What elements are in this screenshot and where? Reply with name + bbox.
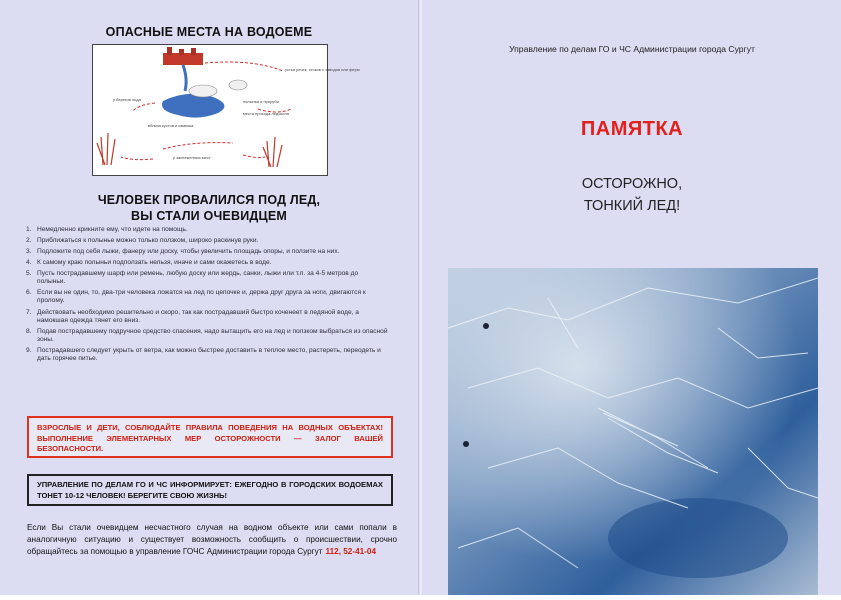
step-item: 2. Приближаться к полынье можно только ползком, широко раскинув руки. xyxy=(26,237,259,245)
label-shore-ice: у берегов льда xyxy=(113,97,141,102)
memo-title: ПАМЯТКА xyxy=(580,118,684,140)
diagram-illustration xyxy=(93,45,360,173)
fell-title-line1: ЧЕЛОВЕК ПРОВАЛИЛСЯ ПОД ЛЕД, xyxy=(97,193,321,207)
fell-under-ice-title xyxy=(0,192,418,224)
agency-name: Управление по делам ГО и ЧС Администрации города Сургут xyxy=(509,44,755,54)
step-item: 4. К самому краю полыньи подползать нельзя, иначе и сами окажетесь в воде. xyxy=(26,259,272,267)
fell-title-line2: ВЫ СТАЛИ ОЧЕВИДЦЕМ xyxy=(131,209,287,223)
caution-heading xyxy=(423,173,841,217)
step-item: 1. Немедленно крикните ему, что идете на помощь. xyxy=(26,226,188,233)
thin-ice-photo xyxy=(448,268,818,595)
label-drain: устья речек, стоков с заводов или ферм xyxy=(285,67,360,72)
dangerous-places-diagram xyxy=(92,44,360,176)
label-reeds: вблизи кустов и камыша xyxy=(148,123,194,128)
caution-line2: ТОНКИЙ ЛЕД! xyxy=(583,198,681,214)
step-item: 3. Подложите под себя лыжи, фанеру или доску, чтобы увеличить площадь опоры, и ползите на них. xyxy=(26,248,340,256)
step-item: 5. Пусть пострадавшему шарф или ремень, любую доску или жердь, санки, лыжи или т.п. за 4-5 метров до полыньи. xyxy=(26,270,359,286)
left-page xyxy=(0,0,418,595)
contact-note-text: Если Вы стали очевидцем несчастного случая на водном объекте или сами попали в аналогичную ситуацию и существует возможность сообщить о происшествии, срочно обращайтесь за помощью в управление ГОЧС Администрации города Сургут xyxy=(27,523,397,557)
drowning-stats-box: УПРАВЛЕНИЕ ПО ДЕЛАМ ГО И ЧС ИНФОРМИРУЕТ: ЕЖЕГОДНО В ГОРОДСКИХ ВОДОЕМАХ ТОНЕТ 10-12 ЧЕЛОВЕК! БЕРЕГИТЕ СВОЮ ЖИЗНЬ! xyxy=(27,474,393,506)
contact-note xyxy=(27,522,397,559)
caution-line1: ОСТОРОЖНО, xyxy=(581,176,683,192)
label-snow: у заснеженных мест xyxy=(173,155,211,160)
step-item: 9. Пострадавшего следует укрыть от ветра, как можно быстрее доставить в теплое место, растереть, переодеть и дать горячее питье. xyxy=(26,346,381,362)
label-ice-holes: полыньи и проруби xyxy=(243,99,279,104)
ice-photo-illustration xyxy=(448,268,818,595)
emergency-phone: 112, 52-41-04 xyxy=(325,547,377,557)
step-item: 8. Подав пострадавшему подручное средство спасения, надо вытащить его на лед и ползком выбраться из опасной зоны. xyxy=(26,327,388,343)
safety-warning-box: ВЗРОСЛЫЕ И ДЕТИ, СОБЛЮДАЙТЕ ПРАВИЛА ПОВЕДЕНИЯ НА ВОДНЫХ ОБЪЕКТАХ! ВЫПОЛНЕНИЕ ЭЛЕМЕНТАРНЫХ МЕР ОСТОРОЖНОСТИ — ЗАЛОГ ВАШЕЙ БЕЗОПАСНОСТИ. xyxy=(27,416,393,458)
diagram-title: ОПАСНЫЕ МЕСТА НА ВОДОЕМЕ xyxy=(105,25,313,39)
right-page xyxy=(423,0,841,595)
label-cracks: места прохода ледокола xyxy=(243,111,289,116)
step-item: 6. Если вы не один, то, два-три человека ложатся на лед по цепочке и, держа друг друга за ноги, двигаются к пролому. xyxy=(26,289,366,305)
rescue-steps-list xyxy=(26,226,388,366)
step-item: 7. Действовать необходимо решительно и скоро, так как пострадавший быстро коченеет в ледяной воде, а намокшая одежда тянет его вниз. xyxy=(26,308,359,324)
